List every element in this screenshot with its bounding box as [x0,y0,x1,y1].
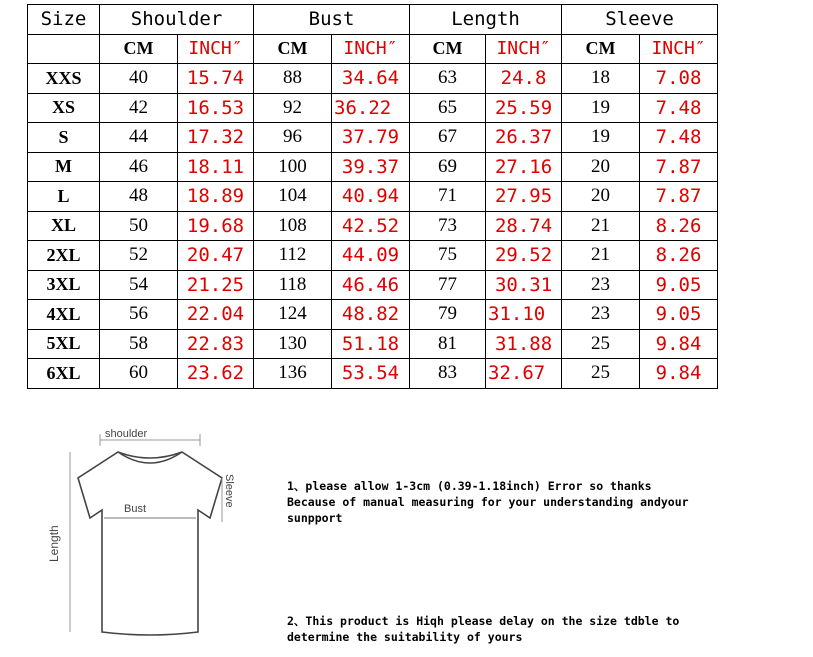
size-cell: XS [28,93,100,123]
unit-inch: INCH″ [486,34,562,64]
inch-cell: 18.11 [178,152,254,182]
shoulder-header: Shoulder [100,5,254,35]
cm-cell: 20 [562,182,640,212]
unit-header-empty [28,34,100,64]
inch-cell: 8.26 [640,241,718,271]
inch-cell: 17.32 [178,123,254,153]
inch-cell: 9.84 [640,359,718,389]
inch-cell: 19.68 [178,211,254,241]
cm-cell: 79 [410,300,486,330]
cm-cell: 46 [100,152,178,182]
inch-cell: 8.26 [640,211,718,241]
cm-cell: 23 [562,300,640,330]
table-row [28,182,718,212]
inch-cell: 36.22 [332,93,410,123]
cm-cell: 118 [254,270,332,300]
table-row [28,211,718,241]
size-cell: XL [28,211,100,241]
inch-cell: 39.37 [332,152,410,182]
inch-cell: 30.31 [486,270,562,300]
cm-cell: 124 [254,300,332,330]
cm-cell: 21 [562,241,640,271]
cm-cell: 60 [100,359,178,389]
sleeve-label: Sleeve [223,474,235,508]
cm-cell: 73 [410,211,486,241]
cm-cell: 25 [562,329,640,359]
unit-header-row [28,34,718,64]
tshirt-outline-icon [78,452,222,635]
size-cell: XXS [28,64,100,94]
cm-cell: 25 [562,359,640,389]
unit-cm: CM [562,34,640,64]
cm-cell: 108 [254,211,332,241]
cm-cell: 67 [410,123,486,153]
size-cell: M [28,152,100,182]
inch-cell: 21.25 [178,270,254,300]
unit-cm: CM [254,34,332,64]
cm-cell: 48 [100,182,178,212]
table-row [28,300,718,330]
inch-cell: 42.52 [332,211,410,241]
inch-cell: 32.67 [486,359,562,389]
cm-cell: 96 [254,123,332,153]
note-line: 1、please allow 1-3cm (0.39-1.18inch) Error so thanks [287,479,652,493]
cm-cell: 58 [100,329,178,359]
inch-cell: 44.09 [332,241,410,271]
inch-cell: 31.10 [486,300,562,330]
inch-cell: 40.94 [332,182,410,212]
inch-cell: 53.54 [332,359,410,389]
tshirt-measurement-diagram [30,422,250,652]
cm-cell: 88 [254,64,332,94]
size-header: Size [28,5,100,35]
cm-cell: 65 [410,93,486,123]
inch-cell: 25.59 [486,93,562,123]
cm-cell: 19 [562,123,640,153]
size-cell: 5XL [28,329,100,359]
cm-cell: 52 [100,241,178,271]
header-row [28,5,718,35]
inch-cell: 7.87 [640,152,718,182]
cm-cell: 19 [562,93,640,123]
inch-cell: 16.53 [178,93,254,123]
table-body [28,64,718,389]
inch-cell: 29.52 [486,241,562,271]
cm-cell: 42 [100,93,178,123]
size-cell: 2XL [28,241,100,271]
note-line: Because of manual measuring for your understanding andyour [287,495,689,509]
cm-cell: 136 [254,359,332,389]
cm-cell: 63 [410,64,486,94]
cm-cell: 54 [100,270,178,300]
table-row [28,123,718,153]
cm-cell: 100 [254,152,332,182]
cm-cell: 44 [100,123,178,153]
size-cell: 4XL [28,300,100,330]
table-row [28,241,718,271]
size-cell: L [28,182,100,212]
table-row [28,270,718,300]
inch-cell: 18.89 [178,182,254,212]
inch-cell: 24.8 [486,64,562,94]
notes-block [287,478,757,645]
inch-cell: 7.08 [640,64,718,94]
bust-label: Bust [124,503,147,515]
inch-cell: 7.48 [640,93,718,123]
inch-cell: 31.88 [486,329,562,359]
inch-cell: 7.87 [640,182,718,212]
note-line: sunpport [287,511,343,525]
inch-cell: 26.37 [486,123,562,153]
cm-cell: 92 [254,93,332,123]
inch-cell: 9.84 [640,329,718,359]
length-header: Length [410,5,562,35]
cm-cell: 77 [410,270,486,300]
inch-cell: 22.04 [178,300,254,330]
unit-cm: CM [100,34,178,64]
cm-cell: 23 [562,270,640,300]
size-chart-table [27,4,718,389]
table-header [28,5,718,64]
cm-cell: 56 [100,300,178,330]
inch-cell: 15.74 [178,64,254,94]
cm-cell: 20 [562,152,640,182]
inch-cell: 9.05 [640,300,718,330]
inch-cell: 51.18 [332,329,410,359]
cm-cell: 75 [410,241,486,271]
note-line: determine the suitability of yours [287,630,523,644]
cm-cell: 130 [254,329,332,359]
table-row [28,93,718,123]
inch-cell: 28.74 [486,211,562,241]
cm-cell: 21 [562,211,640,241]
table-row [28,329,718,359]
cm-cell: 40 [100,64,178,94]
inch-cell: 48.82 [332,300,410,330]
inch-cell: 22.83 [178,329,254,359]
cm-cell: 18 [562,64,640,94]
table-row [28,152,718,182]
size-cell: S [28,123,100,153]
shoulder-label: shoulder [105,428,148,440]
inch-cell: 27.16 [486,152,562,182]
length-label: Length [47,525,61,562]
cm-cell: 112 [254,241,332,271]
cm-cell: 104 [254,182,332,212]
size-cell: 3XL [28,270,100,300]
cm-cell: 81 [410,329,486,359]
cm-cell: 71 [410,182,486,212]
table-row [28,64,718,94]
unit-inch: INCH″ [332,34,410,64]
unit-inch: INCH″ [640,34,718,64]
inch-cell: 34.64 [332,64,410,94]
size-cell: 6XL [28,359,100,389]
inch-cell: 7.48 [640,123,718,153]
inch-cell: 23.62 [178,359,254,389]
sleeve-header: Sleeve [562,5,718,35]
cm-cell: 83 [410,359,486,389]
inch-cell: 37.79 [332,123,410,153]
cm-cell: 50 [100,211,178,241]
cm-cell: 69 [410,152,486,182]
unit-inch: INCH″ [178,34,254,64]
inch-cell: 9.05 [640,270,718,300]
note-line: 2、This product is Hiqh please delay on the size tdble to [287,614,680,628]
unit-cm: CM [410,34,486,64]
inch-cell: 46.46 [332,270,410,300]
table-row [28,359,718,389]
inch-cell: 27.95 [486,182,562,212]
bust-header: Bust [254,5,410,35]
inch-cell: 20.47 [178,241,254,271]
